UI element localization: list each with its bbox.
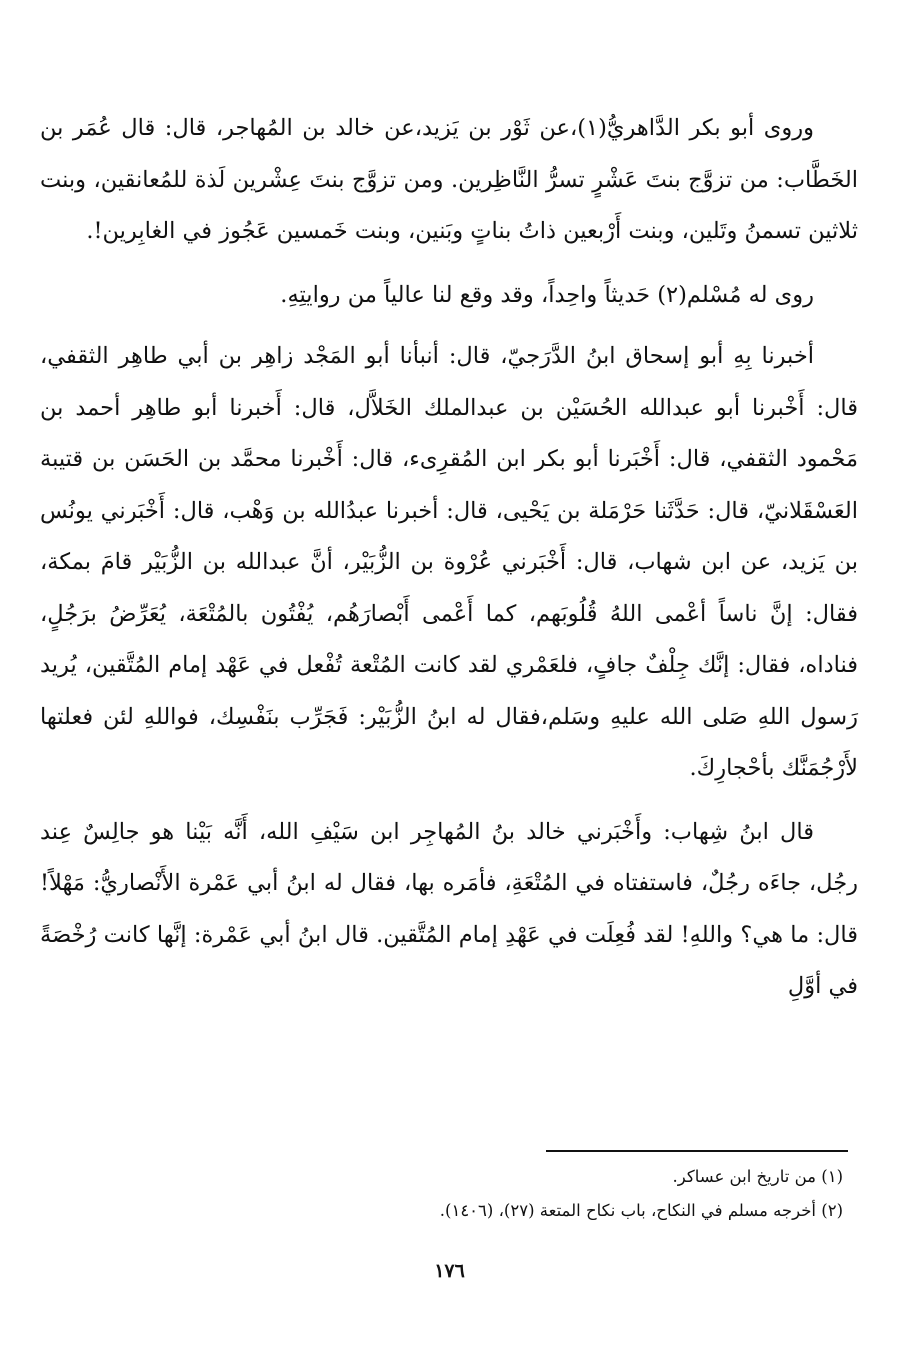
paragraph-isnad-hadith: أخبرنا بِهِ أبو إسحاق ابنُ الدَّرَجيّ، قال: أنبأنا أبو المَجْد زاهِر بن أبي طاهِر الثقفي، قال: أَخْبرنا أبو عبدالله الحُسَيْن بن عبدالملك الخَلاَّل، قال: أَخبرنا أبو طاهِر أحمد بن مَحْمود الثقفي، قال: أَخْبَرنا أبو بكر ابن المُقرِىء، قال: أَخْبرنا محمَّد بن الحَسَن بن قتيبة العَسْقَلانيّ، قال: حَدَّثَنا حَرْمَلة بن يَحْيى، قال: أخبرنا عبدُالله بن وَهْب، قال: أَخْبَرني يونُس بن يَزيد، عن ابن شهاب، قال: أَخْبَرني عُرْوة بن الزُّبَيْر، أنَّ عبدالله بن الزُّبَيْر قامَ بمكة، فقال: إنَّ ناساً أعْمى اللهُ قُلُوبَهم، كما أَعْمى أَبْصارَهُم، يُفْتُون بالمُتْعَة، يُعَرِّضُ برَجُلٍ، فناداه، فقال: إنَّك جِلْفٌ جافٍ، فلعَمْري لقد كانت المُتْعة تُفْعل في عَهْد إمام المُتَّقين، يُريد رَسول اللهِ صَلى الله عليهِ وسَلم،فقال له ابنُ الزُّبَيْر: فَجَرِّب بنَفْسِك، فواللهِ لئن فعلتها لأَرْجُمَنَّك بأحْجارِكَ. xyxy=(40,343,858,781)
footnotes xyxy=(143,1160,843,1228)
footnote-divider xyxy=(546,1150,848,1152)
footnote-1: (١) من تاريخ ابن عساكر. xyxy=(672,1167,843,1186)
paragraph-dahiri-narration: وروى أبو بكر الدَّاهريُّ(١)،عن ثَوْر بن يَزيد،عن خالد بن المُهاجر، قال: قال عُمَر بن الخَطَّاب: من تزوَّج بنتَ عَشْرٍ تسرُّ النَّاظِرين. ومن تزوَّج بنتَ عِشْرين لَذة للمُعانقين، وبنت ثلاثين تسمنُ وتَلين، وبنت أَرْبعين ذاتُ بناتٍ وبَنين، وبنت خَمسين عَجُوز في الغابِرين!. xyxy=(40,115,859,244)
paragraph-muslim-note: روى له مُسْلم(٢) حَديثاً واحِداً، وقد وقع لنا عالياً من روايتِهِ. xyxy=(280,281,814,308)
paragraph-ibn-shihab: قال ابنُ شِهاب: وأَخْبَرني خالد بنُ المُهاجِر ابن سَيْفِ الله، أَنَّه بَيْنا هو جالِسٌ عِند رجُل، جاءَه رجُلٌ، فاستفتاه في المُتْعَةِ، فأمَره بها، فقال له ابنُ أبي عَمْرة الأَنْصاريُّ: مَهْلاً! قال: ما هي؟ واللهِ! لقد فُعِلَت في عَهْدِ إمام المُتَّقين. قال ابنُ أبي عَمْرة: إنَّها كانت رُخْصَةً في أوَّلِ xyxy=(40,818,858,999)
main-text xyxy=(40,103,858,1013)
footnote-2: (٢) أخرجه مسلم في النكاح، باب نكاح المتعة (٢٧)، (١٤٠٦). xyxy=(439,1201,843,1220)
page-number: ١٧٦ xyxy=(434,1260,465,1282)
